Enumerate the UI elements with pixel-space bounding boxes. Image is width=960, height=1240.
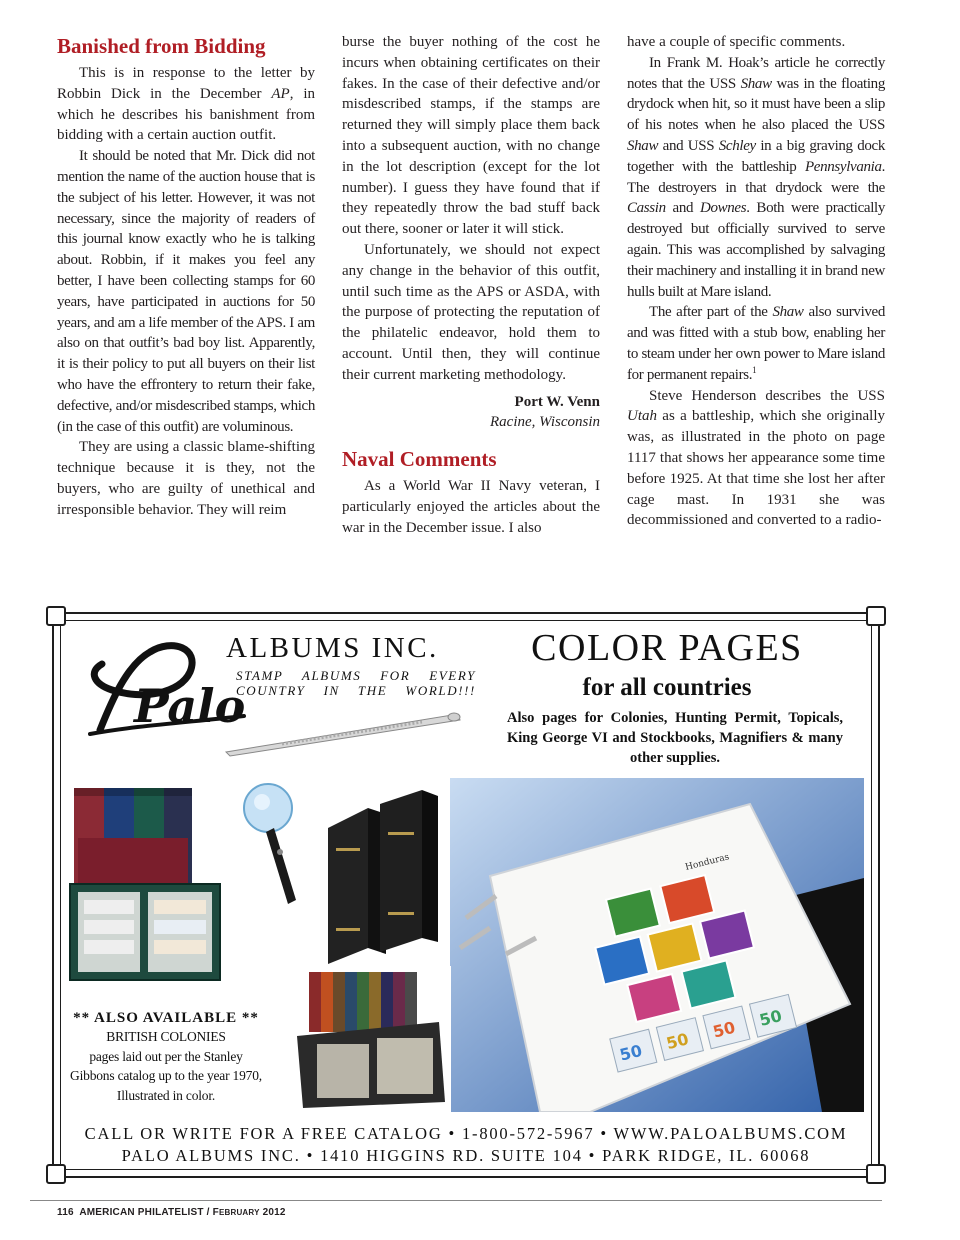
issue-month-rest: EBRUARY	[218, 1208, 260, 1217]
issue-year: 2012	[262, 1207, 286, 1218]
frame-corner-ornament	[46, 1164, 66, 1184]
color-pages-description: Also pages for Colonies, Hunting Permit, Topicals, King George VI and Stockbooks, Magnifiers & many other supplies.	[507, 710, 843, 766]
ship-name: Cassin	[627, 200, 666, 217]
palo-albums-advertisement	[52, 612, 880, 1178]
magnifier-photo	[238, 782, 308, 912]
letter2-paragraph-4	[627, 386, 885, 532]
ship-name: Schley	[718, 137, 756, 154]
stamp-label: 50	[710, 1017, 738, 1042]
letter-heading-banished: Banished from Bidding	[57, 34, 266, 58]
british-colonies-description: pages laid out per the Stanley Gibbons catalog up to the year 1970, Illustrated in color.	[70, 1048, 262, 1103]
letter1-paragraph-2: It should be noted that Mr. Dick did not mention the name of the auction house that is the subject of his letter. However, it was not necessary, since the majority of readers of this journal know exactly who he is talking about. Robbin, if it makes you feel any better, I have been collecting stamps for 60 years, have participated in auctions for 50 years, and am a life member of the APS. I am also on that outfit’s bad boy list. Apparently, it is their policy to put all buyers on their list who have the effrontery to return their fake, defective, and/or misdescribed stamps, which (in the case of this outfit) are voluminous.	[57, 148, 315, 435]
footer-rule	[30, 1200, 882, 1201]
text-run: and USS	[658, 137, 719, 154]
ship-name: Shaw	[772, 304, 804, 321]
ship-name: Utah	[627, 408, 657, 425]
text-run: . The destroyers in that drydock were the	[627, 158, 885, 196]
letter2-paragraph-1-continued: have a couple of specific comments.	[627, 34, 846, 50]
ship-name: Shaw	[740, 75, 772, 92]
stamp-label: 50	[664, 1029, 691, 1054]
color-pages-subheadline: for all countries	[582, 674, 752, 701]
binders-photo	[308, 778, 448, 968]
text-run: and	[665, 200, 700, 217]
letter1-paragraph-1	[57, 63, 315, 146]
page-number: 116	[57, 1207, 74, 1218]
color-pages-headline: COLOR PAGES	[531, 627, 803, 669]
text-run: The after part of the	[649, 304, 773, 321]
stockbooks-photo	[289, 966, 451, 1112]
stamp-label: 50	[757, 1006, 784, 1030]
text-run: , in which he describes his banishment from bidding with a certain auction outfit.	[57, 85, 316, 144]
palo-logo-text: Palo	[134, 679, 246, 733]
tagline-line-2: COUNTRY IN THE WORLD!!!	[236, 683, 476, 698]
text-run: in a big graving dock together with the battleship	[627, 137, 885, 175]
page-footer	[57, 1207, 286, 1218]
text-run-italic: AP	[271, 85, 290, 102]
ship-name: Downes	[699, 200, 747, 217]
tagline-line-1: STAMP ALBUMS FOR EVERY	[236, 668, 476, 683]
publication-name: AMERICAN PHILATELIST	[79, 1207, 204, 1218]
also-available-section	[68, 1010, 264, 1105]
column-1	[57, 32, 315, 521]
ad-contact-line: CALL OR WRITE FOR A FREE CATALOG • 1-800-572-5967 • WWW.PALOALBUMS.COM	[84, 1124, 848, 1143]
text-run: also survived and was fitted with a stub bow, enabling her to steam under her own power to Mare island for permanent repairs.	[627, 304, 886, 383]
letter2-paragraph-1: As a World War II Navy veteran, I particularly enjoyed the articles about the war in the December issue. I also	[342, 478, 600, 536]
also-available-heading: ** ALSO AVAILABLE **	[73, 1010, 259, 1026]
issue-month-initial: F	[212, 1207, 219, 1218]
album-page-title: Honduras	[684, 852, 731, 873]
signature-place: Racine, Wisconsin	[490, 414, 600, 431]
footnote-marker: 1	[752, 364, 757, 375]
ship-name: Pennsylvania	[804, 158, 882, 175]
text-run: . Both were practically destroyed but officially survived to serve again. This was accomplished by salvaging their machinery and installing it in brand new hulls built at Mare island.	[627, 200, 885, 300]
signature-name: Port W. Venn	[514, 393, 600, 410]
letter-heading-naval: Naval Comments	[342, 447, 497, 472]
ad-address-line: PALO ALBUMS INC. • 1410 HIGGINS RD. SUITE 104 • PARK RIDGE, IL. 60068	[121, 1146, 811, 1165]
text-run: was in the floating drydock when hit, so it must have been a slip of his notes when he also placed the USS	[627, 75, 885, 134]
letter2-paragraph-3	[627, 302, 885, 385]
letter1-paragraph-3: They are using a classic blame-shifting technique because it is they, not the buyers, who are guilty of unethical and irresponsible behavior. They will reim	[57, 439, 315, 518]
stock-boxes-photo	[68, 778, 238, 1006]
tweezers-illustration	[222, 708, 462, 758]
frame-corner-ornament	[46, 606, 66, 626]
letter1-paragraph-4: Unfortunately, we should not expect any change in the behavior of this outfit, until such time as the APS or ASDA, with the purpose of protecting the reputation of the philatelic endeavor, hold them to account. Until then, they will continue their current marketing methodology.	[342, 241, 600, 383]
letter2-paragraph-2	[627, 53, 885, 303]
frame-corner-ornament	[866, 1164, 886, 1184]
british-colonies-line: BRITISH COLONIES	[106, 1029, 226, 1044]
stamp-label: 50	[617, 1040, 644, 1065]
color-album-page-photo	[450, 778, 864, 1112]
text-run: as a battleship, which she originally was, as illustrated in the photo on page 1117 that shows her appearance some time before 1925. At that time she lost her after cage mast. In 1931 she was decommissioned and converted to a radio-	[627, 408, 885, 529]
column-2	[342, 32, 600, 539]
ship-name: Shaw	[627, 137, 659, 154]
text-run: In Frank M. Hoak’s article he correctly notes that the USS	[627, 54, 885, 92]
column-3	[627, 32, 885, 531]
text-run: This is in response to the letter by Robbin Dick in the December	[57, 65, 315, 102]
footer-separator: /	[203, 1207, 213, 1218]
frame-corner-ornament	[866, 606, 886, 626]
text-run: Steve Henderson describes the USS	[649, 387, 885, 404]
letter1-paragraph-3-continued: burse the buyer nothing of the cost he incurs when obtaining certificates on their fakes. In the case of their defective and/or misdescribed stamps, if the stamps are returned they will simply place them back into a subsequent auction, with no change in the lot description (except for the lot number). I guess they have found that if they repeatedly throw the bad stuff back out there, sooner or later it will stick.	[342, 34, 600, 238]
albums-tagline	[236, 668, 476, 698]
albums-inc-title: ALBUMS INC.	[226, 632, 439, 664]
